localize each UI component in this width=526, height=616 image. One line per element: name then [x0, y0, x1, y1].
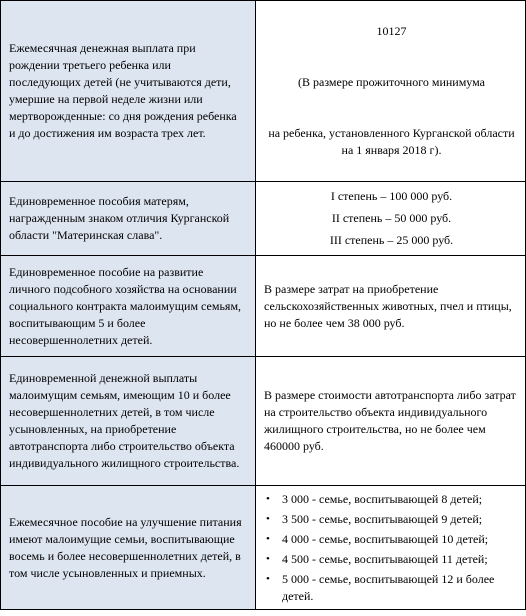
- table-row: [1, 357, 526, 486]
- benefit-description: Ежемесячная денежная выплата при рождении третьего ребенка или последующих детей (не учитываются дети, умершие на первой неделе жизни или мертворожденные: со дня рождения ребенка и до достижения им возраста трех лет.: [1, 1, 256, 182]
- table-row: [1, 486, 526, 610]
- benefit-description: Единовременное пособия матерям, награжденным знаком отличия Курганской области "Материнская слава".: [1, 182, 256, 256]
- list-item: • 5 000 - семье, воспитывающей 12 и более детей.: [266, 571, 495, 603]
- benefit-amount: [256, 1, 526, 182]
- amount-note: (В размере прожиточного минимума: [298, 75, 485, 89]
- degree-amount: II степень – 50 000 руб.: [331, 211, 452, 225]
- amount-list: [264, 491, 519, 605]
- degree-amount: I степень – 100 000 руб.: [330, 189, 453, 203]
- list-item: • 3 500 - семье, воспитывающей 9 детей;: [266, 511, 483, 526]
- benefit-amount: [256, 182, 526, 256]
- bullet-icon: •: [266, 572, 270, 585]
- table-row: [1, 182, 526, 256]
- list-item: • 3 000 - семье, воспитывающей 8 детей;: [266, 491, 483, 506]
- amount-value: 10127: [376, 24, 407, 38]
- list-item: • 4 000 - семье, воспитывающей 10 детей;: [266, 531, 489, 546]
- bullet-icon: •: [266, 552, 270, 565]
- benefit-amount: [256, 486, 526, 610]
- benefit-amount: В размере стоимости автотранспорта либо затрат на строительство объекта индивидуального жилищного строительства, но не более чем 460000 руб.: [256, 357, 526, 486]
- bullet-icon: •: [266, 492, 270, 505]
- table-row: [1, 256, 526, 357]
- benefit-amount: В размере затрат на приобретение сельскохозяйственных животных, пчел и птицы, но не более чем 38 000 руб.: [256, 256, 526, 357]
- benefit-description: Ежемесячное пособие на улучшение питания имеют малоимущие семьи, воспитывающие восемь и более несовершеннолетних детей, в том числе усыновленных и приемных.: [1, 486, 256, 610]
- benefit-description: Единовременной денежной выплаты малоимущим семьям, имеющим 10 и более несовершеннолетних детей, в том числе усыновленных, на приобретение автотранспорта либо строительство объекта индивидуального жилищного строительства.: [1, 357, 256, 486]
- table-row: [1, 1, 526, 182]
- amount-note: на ребенка, установленного Курганской области на 1 января 2018 г).: [268, 126, 515, 157]
- benefit-description: Единовременное пособие на развитие личного подсобного хозяйства на основании социального контракта малоимущим семьям, воспитывающим 5 и более несовершеннолетних детей.: [1, 256, 256, 357]
- list-item: • 4 500 - семье, воспитывающей 11 детей;: [266, 551, 488, 566]
- degree-amount: III степень – 25 000 руб.: [329, 233, 454, 247]
- bullet-icon: •: [266, 512, 270, 525]
- bullet-icon: •: [266, 532, 270, 545]
